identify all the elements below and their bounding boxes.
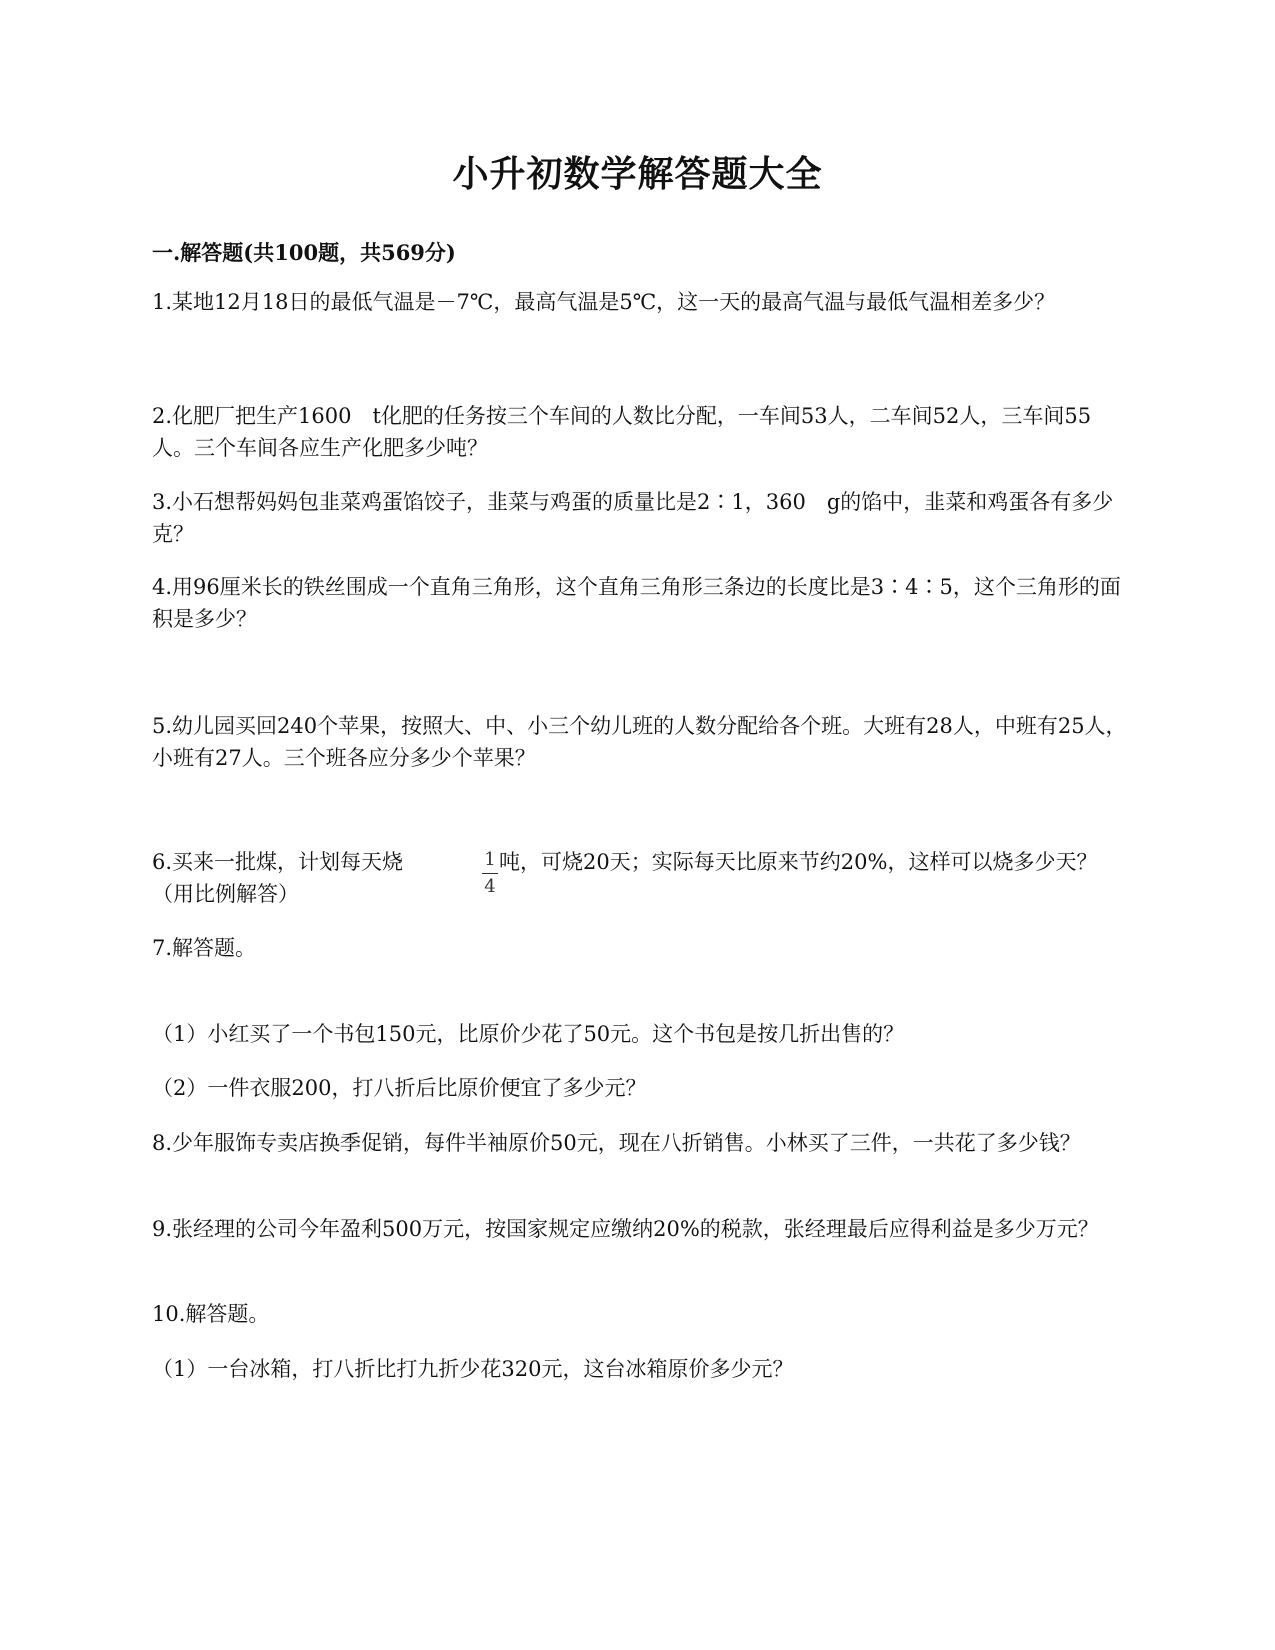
question-7-part-2: （2）一件衣服200，打八折后比原价便宜了多少元？ — [152, 1076, 647, 1100]
question-3: 3.小石想帮妈妈包韭菜鸡蛋馅饺子，韭菜与鸡蛋的质量比是2∶1，360 g的馅中，韭菜和鸡蛋各有多少克？ — [152, 490, 1114, 546]
question-2: 2.化肥厂把生产1600 t化肥的任务按三个车间的人数比分配，一车间53人，二车间52人，三车间55人。三个车间各应生产化肥多少吨？ — [152, 404, 1092, 460]
fraction-numerator: 1 — [484, 849, 496, 870]
section-heading: 一.解答题(共100题，共569分) — [152, 240, 456, 265]
question-6-after: 吨，可烧20天；实际每天比原来节约20%，这样可以烧多少天？（用比例解答） — [152, 850, 1098, 906]
question-6-before: 6.买来一批煤，计划每天烧 — [152, 850, 404, 874]
question-5: 5.幼儿园买回240个苹果，按照大、中、小三个幼儿班的人数分配给各个班。大班有28人，中班有25人，小班有27人。三个班各应分多少个苹果？ — [152, 714, 1127, 770]
question-8: 8.少年服饰专卖店换季促销，每件半袖原价50元，现在八折销售。小林买了三件，一共花了多少钱？ — [152, 1131, 1081, 1155]
question-7-part-1: （1）小红买了一个书包150元，比原价少花了50元。这个书包是按几折出售的？ — [152, 1022, 905, 1046]
question-10: 10.解答题。 — [152, 1302, 270, 1326]
question-4: 4.用96厘米长的铁丝围成一个直角三角形，这个直角三角形三条边的长度比是3∶4∶5，这个三角形的面积是多少？ — [152, 575, 1121, 631]
question-7: 7.解答题。 — [152, 936, 257, 960]
page-title: 小升初数学解答题大全 — [452, 153, 823, 195]
fraction-denominator: 4 — [484, 876, 496, 897]
question-10-part-1: （1）一台冰箱，打八折比打九折少花320元，这台冰箱原价多少元？ — [152, 1357, 794, 1381]
question-9: 9.张经理的公司今年盈利500万元，按国家规定应缴纳20%的税款，张经理最后应得利益是多少万元？ — [152, 1217, 1099, 1241]
question-6 — [152, 846, 1128, 910]
question-1: 1.某地12月18日的最低气温是－7℃，最高气温是5℃，这一天的最高气温与最低气温相差多少？ — [152, 290, 1056, 314]
